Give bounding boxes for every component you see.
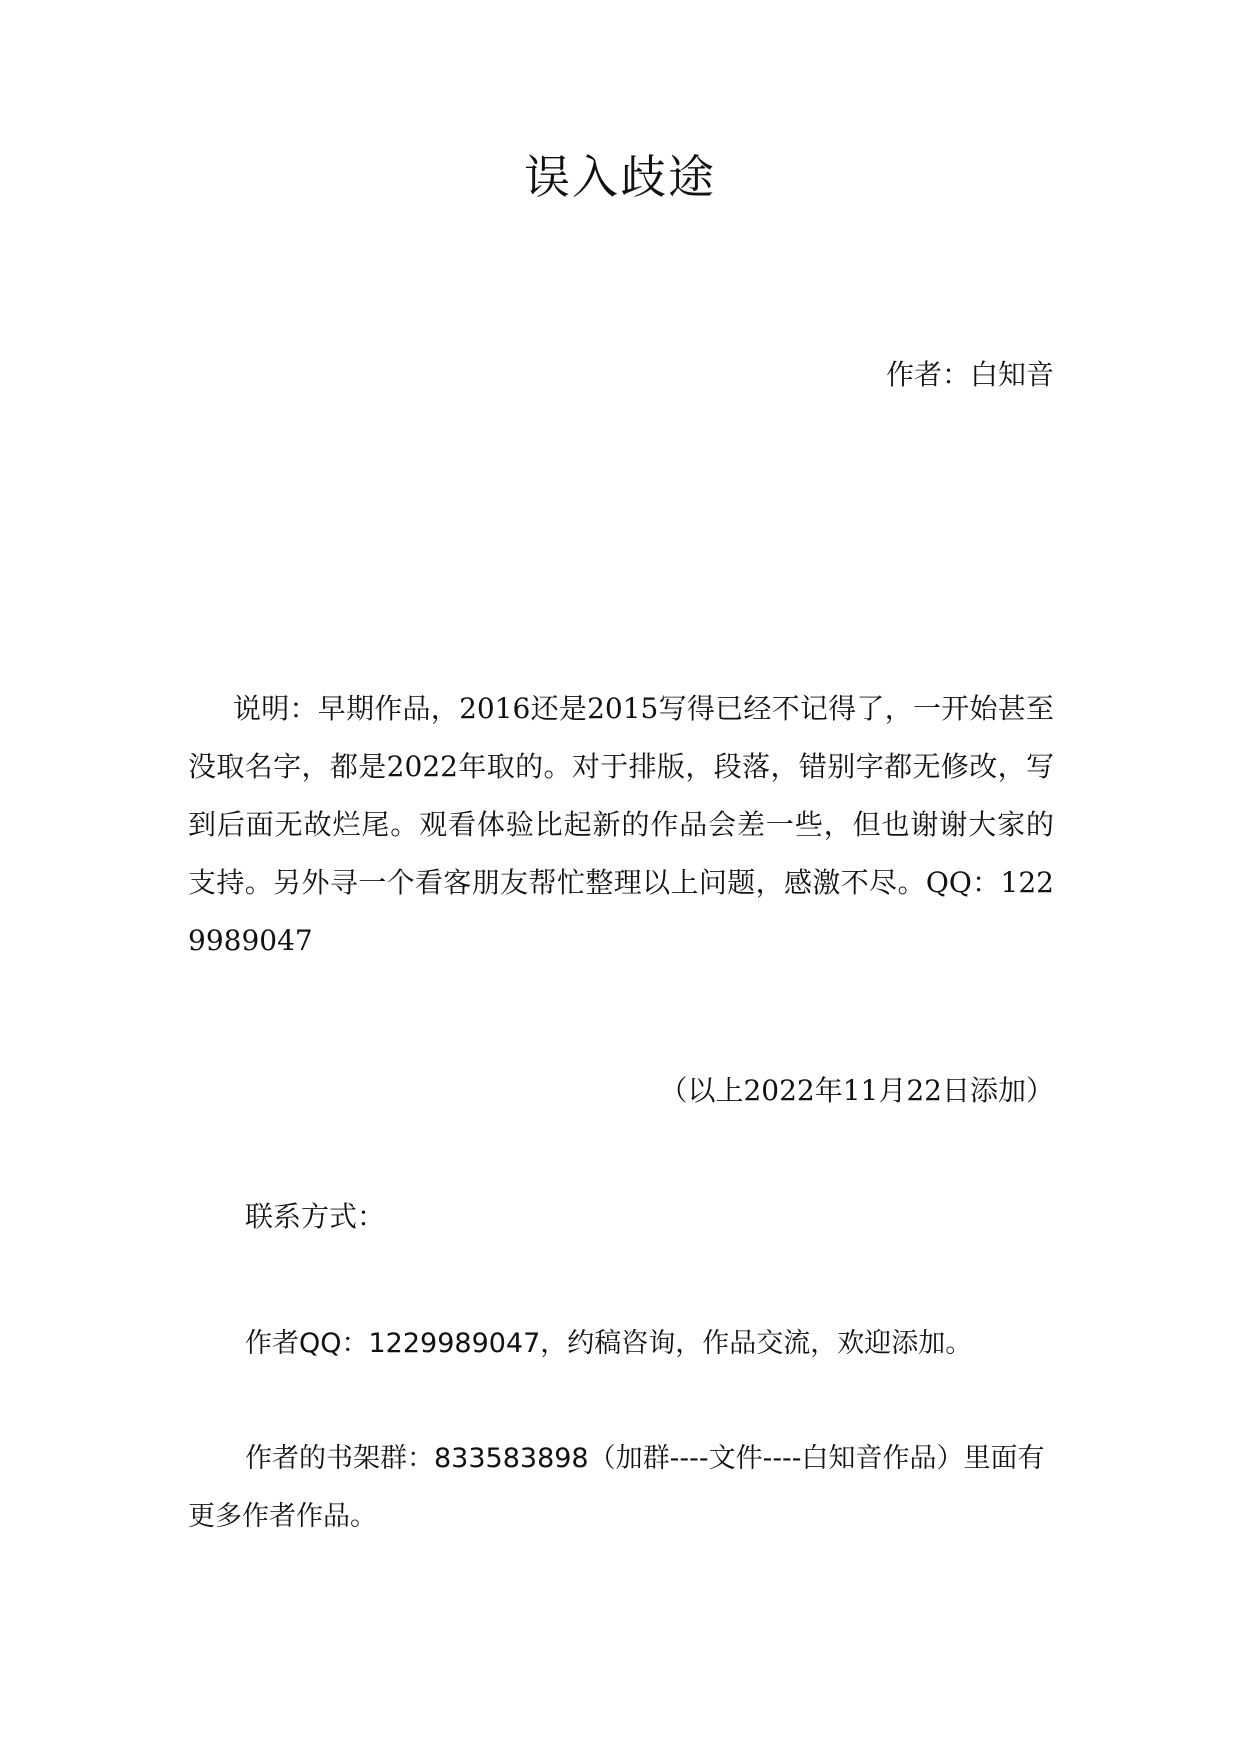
- document-title: 误入歧途: [524, 150, 716, 204]
- contact-heading: 联系方式：: [245, 1200, 386, 1233]
- contact-group-paragraph: 作者的书架群：833583898（加群----文件----白知音作品）里面有更多作者作品。: [188, 1443, 1045, 1532]
- contact-qq-line: 作者QQ：1229989047，约稿咨询，作品交流，欢迎添加。: [245, 1328, 973, 1359]
- author-line: 作者：白知音: [885, 358, 1054, 391]
- note-paragraph: 说明：早期作品，2016还是2015写得已经不记得了，一开始甚至没取名字，都是2022年取的。对于排版，段落，错别字都无修改，写到后面无故烂尾。观看体验比起新的作品会差一些，但也谢谢大家的支持。另外寻一个看客朋友帮忙整理以上问题，感激不尽。QQ：1229989047: [188, 692, 1054, 957]
- added-date-note: （以上2022年11月22日添加）: [659, 1074, 1054, 1107]
